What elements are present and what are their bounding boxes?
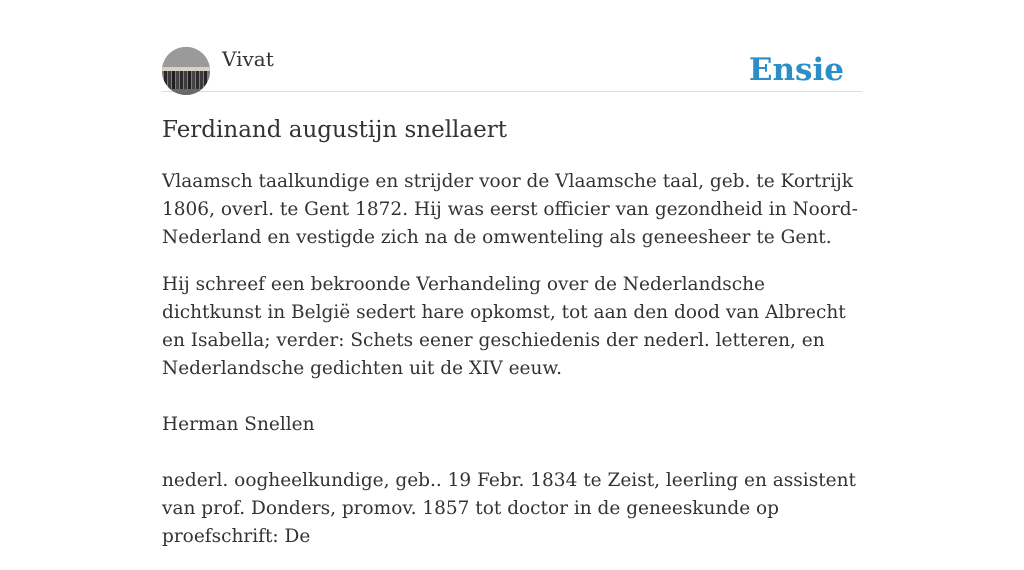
brand-logo[interactable]: Ensie [748,52,844,88]
author-name[interactable]: Vivat [222,47,274,71]
header [162,44,862,92]
avatar[interactable] [162,47,210,95]
subheading: Herman Snellen [162,414,315,435]
bookshelf-avatar-icon [162,47,210,95]
paragraph: nederl. oogheelkundige, geb.. 19 Febr. 1834 te Zeist, leerling en assistent van prof. Donders, promov. 1857 tot doctor in de geneeskunde op proefschrift: De [162,470,856,547]
paragraph: Hij schreef een bekroonde Verhandeling over de Nederlandsche dichtkunst in België sedert hare opkomst, tot aan den dood van Albrecht en Isabella; verder: Schets eener geschiedenis der nederl. letteren, en Nederlandsche gedichten uit de XIV eeuw. [162,274,846,379]
article-body [162,168,862,570]
paragraph: Vlaamsch taalkundige en strijder voor de Vlaamsche taal, geb. te Kortrijk 1806, overl. te Gent 1872. Hij was eerst officier van gezondheid in Noord-Nederland en vestigde zich na de omwenteling als geneesheer te Gent. [162,171,858,248]
page-title: Ferdinand augustijn snellaert [162,117,507,143]
